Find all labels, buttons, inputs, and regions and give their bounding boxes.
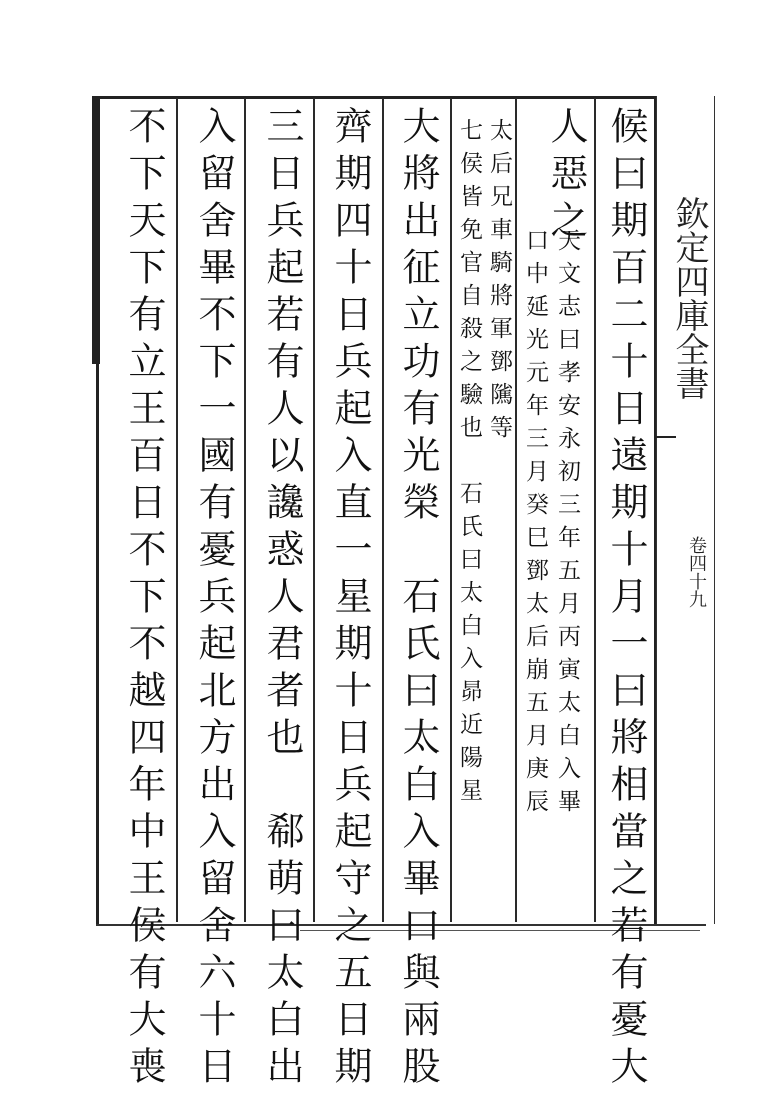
column-rule: [244, 98, 246, 922]
text-column-6: 三日兵起若有人以讒惑人君者也 郗萌曰太白出: [260, 106, 304, 1093]
text-column-7: 入留舍畢不下一國有憂兵起北方出入留舍六十日: [192, 106, 236, 1093]
frame-left-edge: [92, 96, 100, 364]
column-rule: [176, 98, 178, 922]
text-column-8: 不下天下有立王百日不下不越四年中王侯有大喪: [122, 106, 166, 1093]
column-rule: [515, 98, 517, 922]
column-rule: [450, 98, 452, 922]
commentary-line-b: 口中延光元年三月癸巳鄧太后崩五月庚辰: [522, 228, 548, 822]
text-column-5: 齊期四十日兵起入直一星期十日兵起守之五日期: [328, 106, 372, 1093]
column-rule: [313, 98, 315, 922]
column-rule: [594, 98, 596, 922]
fish-tail-mark: [656, 436, 676, 458]
text-column-4: 大將出征立功有光榮 石氏曰太白入畢口與兩股: [396, 106, 440, 1093]
volume-number: 卷四十九: [686, 536, 707, 608]
commentary-line-c: 太后兄車騎將軍鄧隲等: [486, 118, 512, 448]
text-column-2-head: 人惡之: [544, 106, 588, 247]
column-rule: [382, 98, 384, 922]
text-column-1: 候曰期百二十日遠期十月一曰將相當之若有憂大: [604, 106, 648, 1093]
commentary-line-a: 天文志曰孝安永初三年五月丙寅太白入畢: [554, 228, 580, 822]
commentary-line-d: 七侯皆免官自殺之驗也 石氏曰太白入昴近陽星: [456, 118, 482, 811]
center-margin-strip: [656, 96, 716, 924]
book-title: 欽定四庫全書: [669, 196, 709, 400]
